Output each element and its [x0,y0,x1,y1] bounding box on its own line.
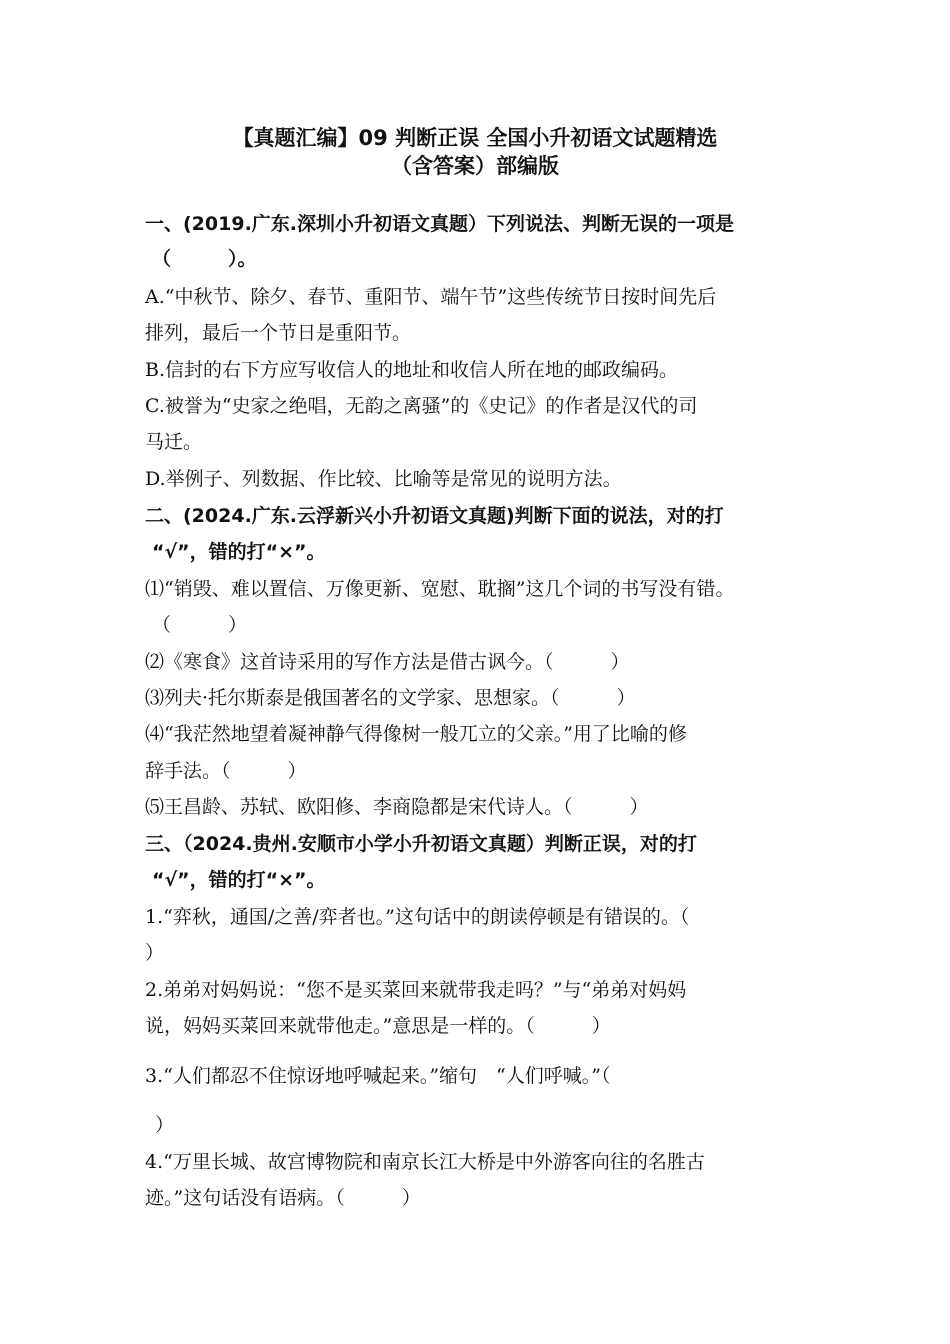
section-2-heading-continued: “√”，错的打“×”。 [152,541,326,563]
section-3-item-4: 4.“万里长城、故宫博物院和南京长江大桥是中外游客向往的名胜古 [145,1151,705,1173]
section-3-item-2: 2.弟弟对妈妈说：“您不是买菜回来就带我走吗？”与“弟弟对妈妈 [145,979,687,1001]
section-1-option-c: C.被誉为“史家之绝唱，无韵之离骚”的《史记》的作者是汉代的司 [145,395,698,417]
section-2-item-3: ⑶列夫·托尔斯泰是俄国著名的文学家、思想家。（ ） [145,687,636,709]
section-3-heading-continued: “√”，错的打“×”。 [152,869,326,891]
section-2-item-4-continued: 辞手法。（ ） [145,760,307,782]
section-2-item-1: ⑴“销毁、难以置信、万像更新、宽慰、耽搁”这几个词的书写没有错。 [145,578,735,600]
section-3-item-1: 1.“弈秋，通国/之善/弈者也。”这句话中的朗读停顿是有错误的。（ [145,906,690,928]
document-title-line-1: 【真题汇编】09 判断正误 全国小升初语文试题精选 [232,126,718,150]
section-2-item-5: ⑸王昌龄、苏轼、欧阳修、李商隐都是宋代诗人。（ ） [145,796,649,818]
section-2-item-4: ⑷“我茫然地望着凝神静气得像树一般兀立的父亲。”用了比喻的修 [145,723,687,745]
section-2-item-2: ⑵《寒食》这首诗采用的写作方法是借古讽今。（ ） [145,651,630,673]
document-title-line-2: （含答案）部编版 [391,154,559,178]
section-1-option-d: D.举例子、列数据、作比较、比喻等是常见的说明方法。 [145,468,622,490]
section-3-item-3-continued: ） [155,1114,175,1136]
section-3-item-4-continued: 迹。”这句话没有语病。（ ） [145,1187,421,1209]
section-2-item-1-blank: （ ） [152,614,248,636]
section-1-option-a: A.“中秋节、除夕、春节、重阳节、端午节”这些传统节日按时间先后 [145,286,717,308]
section-2-heading: 二、(2024.广东.云浮新兴小升初语文真题)判断下面的说法，对的打 [145,505,724,527]
section-3-item-1-continued: ） [145,942,165,964]
section-1-option-c-continued: 马迁。 [145,431,203,453]
section-1-heading: 一、(2019.广东.深圳小升初语文真题）下列说法、判断无误的一项是 [145,213,735,235]
section-1-option-a-continued: 排列，最后一个节日是重阳节。 [145,322,412,344]
section-3-item-2-continued: 说，妈妈买菜回来就带他走。”意思是一样的。（ ） [145,1015,611,1037]
section-1-option-b: B.信封的右下方应写收信人的地址和收信人所在地的邮政编码。 [145,359,679,381]
section-3-heading: 三、（2024.贵州.安顺市小学小升初语文真题）判断正误，对的打 [145,833,697,855]
section-1-answer-blank: （ ）。 [152,248,257,270]
section-3-item-3: 3.“人们都忍不住惊讶地呼喊起来。”缩句 “人们呼喊。”（ [145,1065,611,1087]
